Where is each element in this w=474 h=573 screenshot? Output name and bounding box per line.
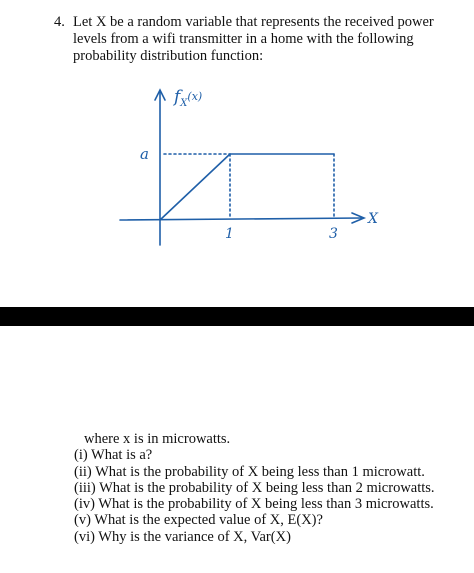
question-4: (iv) What is the probability of X being less than 3 microwatts. — [74, 496, 434, 513]
statement-line-3: probability distribution function: — [73, 48, 264, 64]
problem-number: 4. — [54, 14, 65, 30]
question-5: (v) What is the expected value of X, E(X)? — [74, 512, 323, 529]
units-note: where x is in microwatts. — [84, 431, 231, 447]
question-3: (iii) What is the probability of X being less than 2 microwatts. — [74, 479, 435, 496]
x-axis-label: X — [368, 211, 378, 227]
statement-line-1: Let X be a random variable that represents the received power — [73, 14, 434, 30]
question-6: (vi) Why is the variance of X, Var(X) — [74, 528, 291, 545]
pdf-ramp — [160, 154, 230, 220]
statement-line-2: levels from a wifi transmitter in a home with the following — [73, 31, 414, 47]
y-axis-label: $f_X^{(x)}$ — [174, 87, 203, 109]
questions-block — [74, 431, 464, 545]
problem-statement — [73, 14, 455, 65]
question-1: (i) What is a? — [74, 447, 153, 464]
tick-1-label: 1 — [225, 226, 234, 242]
x-axis — [120, 218, 362, 220]
black-band — [0, 307, 474, 326]
pdf-sketch — [112, 80, 392, 250]
question-2: (ii) What is the probability of X being less than 1 microwatt. — [74, 463, 425, 480]
problem-text — [55, 14, 455, 65]
tick-3-label: 3 — [329, 226, 338, 242]
level-label: a — [140, 145, 149, 163]
